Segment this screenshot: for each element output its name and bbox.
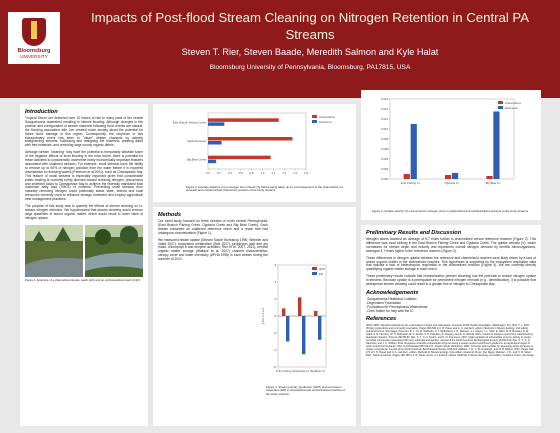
legend-label: Reference <box>505 106 518 110</box>
legend-swatch <box>312 272 317 275</box>
intro-heading: Introduction <box>25 109 58 115</box>
bar-gpp <box>282 308 285 316</box>
legend-swatch <box>498 106 503 109</box>
legend-swatch <box>312 115 317 118</box>
methods-panel <box>153 207 356 426</box>
bar-reference <box>411 124 417 179</box>
y-tick-label: 0.008 <box>381 137 388 141</box>
bar-channelized <box>208 156 271 160</box>
shield-icon <box>22 18 46 46</box>
results-heading: Preliminary Results and Discussion <box>366 230 462 236</box>
results-paragraph: These differences in nitrogen uptake between the reference and channelized reaches were likely driven by a lack of stored organic matter in the channelized reaches. This hypothesis is supported by the ecosystem respiration data that indicate a lack of heterotrophic respiration in the channelized reaches (Figure 4). We are currently directly quantifying organic matter storage in each reach. <box>366 255 536 272</box>
category-label: East Branch Fishing Creek <box>172 120 206 125</box>
figure3-chart <box>364 93 538 205</box>
poster-affiliation: Bloomsburg University of Pennsylvania, Bloomsburg, PA17815, USA <box>209 64 411 71</box>
figure4-chart <box>208 259 348 379</box>
intro-paragraph: Tropical Storm Lee delivered over 19 inches of rain to many parts of the central Susquehanna watershed resulting in historic flooding. Although changes in the position and configuration of stream channels following flood events are natural, the flooding associated with Lee created much anxiety about the potential for future flood damage in this region. Consequently, the response to this extraordinary event has been to "clean" stream channels by actively straightening streams, bulldozing and realigning the channels, creating dikes with bed materials, and removing large woody organic debris. <box>25 116 143 148</box>
x-tick-label: 1.8 <box>304 171 308 175</box>
refs-text: APHA 1998. Standard methods for the examination of water and wastewater. American Public Health Association, Washington, D.C. Bott, T. L. 2007. Primary productivity and community respiration. Pages 663-690 in F. R. Hauer and G. A. Lamberti, editors. Methods in Stream Ecology, 2nd edition. Academic Press, San Diego. Peterson, B. J., W. M. Wollheim, P. J. Mulholland, J. R. Webster, J. L. Meyer, J. L. Tank, E. Marti, W. B. Bowden, H. M. Valett, A. E. Hershey, W. H. McDowell, W. K. Dodds, S. K. Hamilton, S. Gregory, and D. D. Morrall. 2001. Control of nitrogen export from watersheds by headwater streams. Science 292:86-90. Rier, S. T., K. A. Kuehn, and S. N. Francoeur. 2007. Algal regulation of extracellular enzyme activity in stream microbial communities associated with inert substrata and detritus. Journal of the North American Benthological Society 26:439-449. Rier, S. T., K. S. Nawrocki, and J. C. Whitley. 2011. Response of biofilm extracellular enzymes along a stream nutrient enrichment gradient in an agricultural region of north central Pennsylvania, USA. Hydrobiologia 669:119-131. Stream Solute Workshop. 1990. Concepts and methods for assessing solute dynamics in stream ecosystems. Journal of the North American Benthological Society 9:95-119. Wallace, J. B., J. W. Grubaugh, and M. R. Whiles. 2007. Pages 249-271 in F. R. Hauer and G. A. Lamberti, editors. Methods in Stream Ecology, 2nd edition. Academic Press, San Diego. Webster, J. R., and H. M. Valett. 2007. Solute dynamics. Pages 169-186 in F. R. Hauer and G. A. Lamberti, editors. Methods in Stream Ecology, 2nd edition. Academic Press, San Diego. <box>366 323 535 357</box>
figure2-panel <box>153 104 356 202</box>
category-label: Ogdonia Cr. <box>294 369 310 373</box>
bar-channelized <box>486 176 492 179</box>
y-tick-label: -6 <box>273 365 276 369</box>
y-tick-label: 0.014 <box>381 107 388 111</box>
bar-reference <box>493 112 499 180</box>
bar-reference <box>452 173 458 179</box>
y-tick-label: 6 <box>274 263 276 267</box>
x-tick-label: 0.0 <box>206 171 210 175</box>
bar-er <box>318 316 321 340</box>
y-tick-label: 0.012 <box>381 117 388 121</box>
x-tick-label: 0.4 <box>227 171 232 175</box>
y-tick-label: 0.010 <box>381 127 388 131</box>
bar-reference <box>208 160 216 164</box>
bar-channelized <box>445 175 451 179</box>
stream-photos <box>25 225 143 277</box>
results-paragraph: These preliminary results indicate that channelization (stream cleaning) has the potential to reduce nitrogen uptake in streams. Because uptake is a prerequisite for permanent nitrogen removal (e.g., denitrification), it is possible that widespread stream cleaning could result in a greater flux of nitrogen to Chesapeake Bay. <box>366 274 536 287</box>
category-label: Big Bear Cr. <box>485 181 501 185</box>
legend-swatch <box>312 267 317 270</box>
ack-item: -Chris Hallen for help with the IC <box>366 308 414 313</box>
bar-reference <box>208 141 222 145</box>
category-label: Big Bear Cr. <box>310 369 326 373</box>
category-label: Ogdonia Cr. <box>444 181 460 185</box>
results-paragraph: Nitrogen atoms traveled an average of 5.7 times further in channelized versus reference reaches (Figure 2). This difference was most striking in the East Branch Fishing Creek and Ogdonia Creek. The uptake velocity (V), which normalizes for stream depth and velocity and represents overall nitrogen demand by benthic microorganisms, averaged 4.7 times higher in the reference reaches (Figure 3). <box>366 237 536 253</box>
y-tick-label: 0 <box>274 314 276 318</box>
category-label: Ogdonia Creek <box>187 139 206 143</box>
university-logo <box>8 12 60 64</box>
bar-er <box>286 316 289 342</box>
y-tick-label: 0.006 <box>381 147 388 151</box>
y-tick-label: -2 <box>273 331 276 335</box>
y-tick-label: 4 <box>274 280 276 284</box>
figure3-panel <box>361 90 541 220</box>
ack-item: -Susquehanna Heartland Coalition <box>366 296 417 301</box>
ack-item: -Degenstein Foundation <box>366 300 402 305</box>
bar-channelized <box>208 137 292 141</box>
x-tick-label: 1.6 <box>293 171 298 175</box>
y-axis-label: g O2 m-2 d-1 <box>261 307 265 325</box>
results-panel <box>361 225 541 426</box>
y-tick-label: 0.016 <box>381 97 388 101</box>
ack-item: -Foundation for Pennsylvania Watersheds <box>366 304 428 309</box>
y-tick-label: -4 <box>273 348 276 352</box>
category-label: E.B. Fishing Cr. <box>400 181 421 185</box>
poster-title: Impacts of Post-flood Stream Cleaning on Nitrogen Retention in Central PA Streams <box>90 10 530 42</box>
poster-header <box>0 0 560 98</box>
methods-paragraph: Our initial study focused on three streams in north central Pennsylvania: (East Branch Fishing Creek, Ogdonia Creek and Big Bear Creek). Each stream contained an unaltered reference reach and a reach that had undergone channelization (Figure 1). <box>158 219 268 235</box>
bar-gpp <box>314 311 317 316</box>
y-tick-label: 0.002 <box>381 167 388 171</box>
methods-heading: Methods <box>158 212 181 218</box>
x-tick-label: 0.2 <box>216 171 221 175</box>
category-label: Big Bear Creek <box>187 157 206 162</box>
figure2-caption: Figure 2. Average distance (m) a nitrogen atom travels (S) before being taken up by microorganisms in the channelized (i.e. cleaned) and unchannelized (reference) sections of the study streams. <box>186 185 344 193</box>
legend-label: ER <box>319 272 323 276</box>
figure2-chart <box>156 107 353 181</box>
bar-reference <box>208 122 224 125</box>
category-label: E.B. Fishing Cr. <box>276 369 296 373</box>
legend-label: Reference <box>319 120 332 124</box>
ack-heading: Acknowledgements <box>366 289 419 296</box>
figure1-caption: Figure 1. Example of a channelized stream reach (left) and an unchannelized reach (right). <box>25 277 141 282</box>
y-tick-label: 0.004 <box>381 157 388 161</box>
y-tick-label: 0.000 <box>381 177 388 181</box>
methods-paragraph: We measured nitrate uptake (Stream Solute Workshop 1990; Webster and Valett 2007), ecosystem metabolism (Bott 2007), periphyton (ash free dry mass, chlorophyll a and enzyme activities; Rier et al. 2007, 2011), benthic organic matter storage (Wallace et al. 2007) channel characteristics, canopy cover and water chemistry (APHA 1998) in each stream during the summer of 2012. <box>158 237 268 262</box>
logo-sub: UNIVERSITY <box>20 54 48 59</box>
bar-er <box>302 316 305 354</box>
reference-stream-photo <box>85 225 143 277</box>
channelized-stream-photo <box>25 225 83 277</box>
introduction-panel <box>20 104 148 426</box>
legend-swatch <box>498 101 503 104</box>
intro-paragraph: Although stream "cleaning" may have the potential to temporarily alleviate some of the negative effects of local flooding in the near future, there is potential for these activities to considerably undermine many economically important features associated with unaltered streams. For example, small streams have the ability to remove up to 50% of nitrogen pollution from the water before it is exported downstream to receiving waters (Peterson et al 2001), such as Chesapeake Bay. This feature of small streams is especially important given that considerable public funding is currently being directed toward reducing nitrogen, phosphorus and sediment loads to Chesapeake Bay to achieve the federally mandated total maximum daily load (TMDL) of nutrients. Preventing small streams from naturally removing nitrogen could potentially waste state, federal and local resources currently used to enhance sewage treatment and employ agricultural best management practices. <box>25 150 143 202</box>
x-tick-label: 1.4 <box>282 171 287 175</box>
x-tick-label: 0.6 <box>238 171 243 175</box>
legend-swatch <box>312 120 317 123</box>
legend-label: GPP <box>319 267 325 271</box>
intro-paragraph: The purpose of this study was to quantify the effects of stream cleaning on in-stream nitrogen retention. We hypothesized that stream cleaning would remove large quantities of stored organic matter, which would result in lower rates of nitrogen uptake. <box>25 204 143 220</box>
y-tick-label: 2 <box>274 297 276 301</box>
bar-channelized <box>208 118 279 122</box>
bar-gpp <box>298 297 301 316</box>
refs-heading: References <box>366 315 397 322</box>
ack-list <box>366 298 536 314</box>
figure3-caption: Figure 3. Uptake velocity (V) of ammonium nitrogen (m/s) in channelized and unchannelized sections of the study streams. <box>372 209 529 213</box>
figure4-caption: Figure 4. Stream primary production (GPP) and ecosystem respiration (ER) in channelized and unchannelized reaches of the study streams. <box>266 385 345 396</box>
legend-label: Channelized <box>319 115 335 119</box>
bar-channelized <box>404 174 410 179</box>
x-tick-label: 1.2 <box>271 171 276 175</box>
x-tick-label: 0.8 <box>249 171 254 175</box>
poster-authors: Steven T. Rier, Steven Baade, Meredith Salmon and Kyle Halat <box>181 47 439 57</box>
figure4-block <box>208 259 348 396</box>
x-tick-label: 1.0 <box>260 171 265 175</box>
legend-label: Channelized <box>505 101 521 105</box>
logo-name: Bloomsburg <box>17 48 51 54</box>
